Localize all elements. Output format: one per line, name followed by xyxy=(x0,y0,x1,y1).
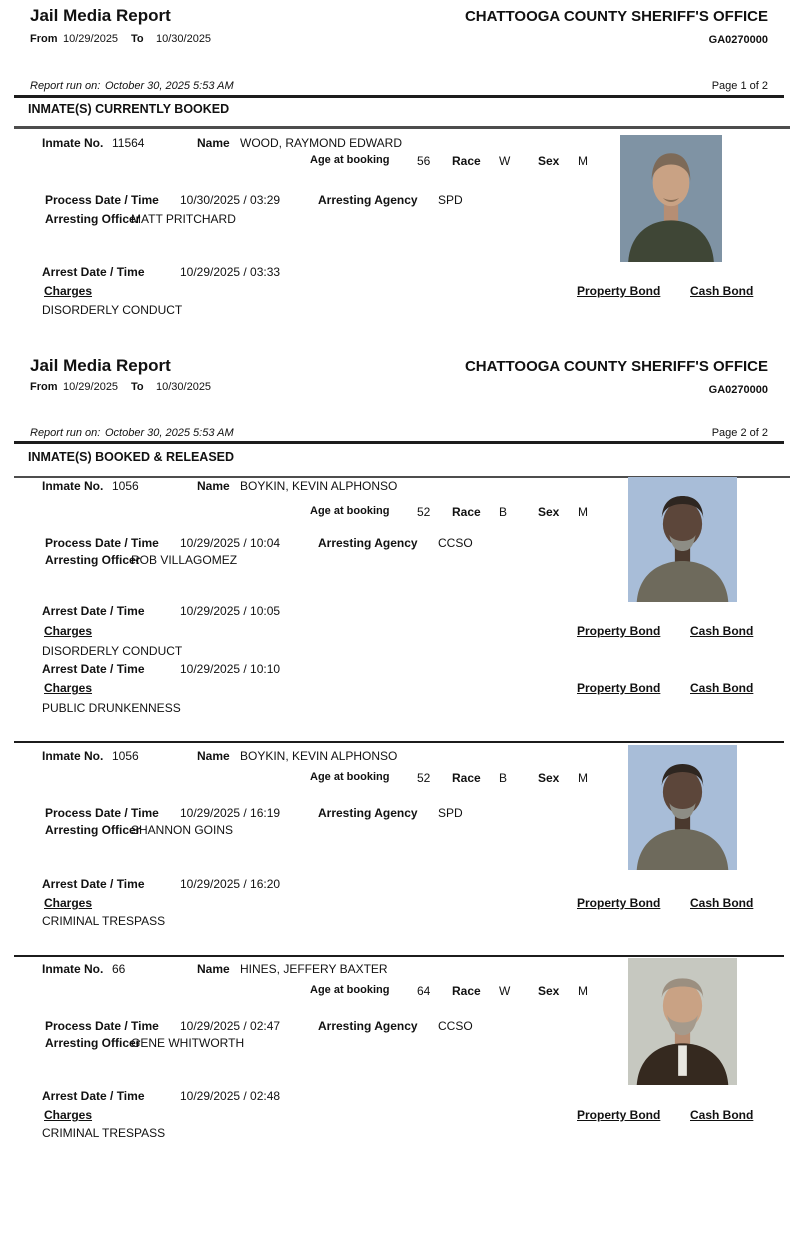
sex-label: Sex xyxy=(538,505,560,519)
page-title: Jail Media Report xyxy=(30,356,171,375)
process-datetime-value: 10/29/2025 / 02:47 xyxy=(180,1019,281,1033)
race-label: Race xyxy=(452,505,481,519)
arresting-officer-label: Arresting Officer xyxy=(45,823,141,837)
inmate-no-label: Inmate No. xyxy=(42,136,104,150)
arresting-officer-value: MATT PRITCHARD xyxy=(131,212,236,226)
arrest-datetime-label: Arrest Date / Time xyxy=(42,877,145,891)
run-on-label: Report run on: xyxy=(30,80,101,92)
property-bond-label: Property Bond xyxy=(577,896,661,910)
process-datetime-label: Process Date / Time xyxy=(45,536,159,550)
charges-header-row xyxy=(0,284,798,300)
charges-label: Charges xyxy=(44,1108,93,1122)
process-row xyxy=(0,1019,798,1035)
inmate-divider xyxy=(14,741,784,743)
arresting-agency-value: CCSO xyxy=(438,536,473,550)
charges-header-row xyxy=(0,624,798,640)
process-datetime-label: Process Date / Time xyxy=(45,1019,159,1033)
age-label: Age at booking xyxy=(310,771,390,783)
arresting-agency-label: Arresting Agency xyxy=(318,536,418,550)
arrest-row xyxy=(0,265,798,281)
charges-label: Charges xyxy=(44,624,93,638)
name-label: Name xyxy=(197,479,230,493)
arrest-row xyxy=(0,877,798,893)
charge-value: PUBLIC DRUNKENNESS xyxy=(42,701,181,715)
sex-value: M xyxy=(578,505,588,519)
arresting-agency-label: Arresting Agency xyxy=(318,806,418,820)
inmate-id-row xyxy=(0,479,798,495)
race-value: W xyxy=(499,984,511,998)
inmate-name-value: BOYKIN, KEVIN ALPHONSO xyxy=(240,749,398,763)
office-title: CHATTOOGA COUNTY SHERIFF'S OFFICE xyxy=(464,8,768,25)
cash-bond-label: Cash Bond xyxy=(690,896,754,910)
inmate-no-value: 66 xyxy=(112,962,126,976)
arrest-row xyxy=(0,1089,798,1105)
age-value: 52 xyxy=(417,505,431,519)
race-label: Race xyxy=(452,771,481,785)
section-title: INMATE(S) CURRENTLY BOOKED xyxy=(28,102,230,116)
officer-row xyxy=(0,1036,798,1052)
age-value: 56 xyxy=(417,154,431,168)
demographics-row xyxy=(0,771,798,787)
arrest-row xyxy=(0,662,798,678)
inmate-name-value: BOYKIN, KEVIN ALPHONSO xyxy=(240,479,398,493)
sex-label: Sex xyxy=(538,984,560,998)
sex-value: M xyxy=(578,771,588,785)
arresting-agency-label: Arresting Agency xyxy=(318,193,418,207)
charge-line xyxy=(0,914,798,930)
property-bond-label: Property Bond xyxy=(577,681,661,695)
property-bond-label: Property Bond xyxy=(577,284,661,298)
sex-label: Sex xyxy=(538,771,560,785)
process-datetime-value: 10/30/2025 / 03:29 xyxy=(180,193,281,207)
from-date: 10/29/2025 xyxy=(63,33,119,45)
race-label: Race xyxy=(452,154,481,168)
arresting-officer-label: Arresting Officer xyxy=(45,212,141,226)
age-label: Age at booking xyxy=(310,154,390,166)
inmate-no-label: Inmate No. xyxy=(42,962,104,976)
inmate-id-row xyxy=(0,962,798,978)
arresting-officer-label: Arresting Officer xyxy=(45,553,141,567)
inmate-id-row xyxy=(0,749,798,765)
demographics-row xyxy=(0,984,798,1000)
arresting-agency-value: SPD xyxy=(438,193,463,207)
process-datetime-label: Process Date / Time xyxy=(45,193,159,207)
from-label: From xyxy=(30,33,58,45)
arresting-officer-label: Arresting Officer xyxy=(45,1036,141,1050)
header-divider xyxy=(14,441,784,444)
charge-line xyxy=(0,644,798,660)
charges-label: Charges xyxy=(44,896,93,910)
arresting-officer-value: SHANNON GOINS xyxy=(131,823,234,837)
run-on-value: October 30, 2025 5:53 AM xyxy=(105,80,234,92)
charge-value: DISORDERLY CONDUCT xyxy=(42,303,183,317)
to-date: 10/30/2025 xyxy=(156,381,212,393)
run-on-label: Report run on: xyxy=(30,427,101,439)
process-row xyxy=(0,536,798,552)
cash-bond-label: Cash Bond xyxy=(690,624,754,638)
inmate-divider xyxy=(14,955,784,957)
header-divider xyxy=(14,95,784,98)
arrest-datetime-label: Arrest Date / Time xyxy=(42,604,145,618)
office-title: CHATTOOGA COUNTY SHERIFF'S OFFICE xyxy=(464,358,768,375)
date-range-row xyxy=(0,381,798,397)
arrest-datetime-value: 10/29/2025 / 02:48 xyxy=(180,1089,281,1103)
arresting-agency-label: Arresting Agency xyxy=(318,1019,418,1033)
date-range-row xyxy=(0,33,798,49)
agency-code: GA0270000 xyxy=(708,34,768,46)
from-date: 10/29/2025 xyxy=(63,381,119,393)
page-number: Page 1 of 2 xyxy=(711,80,768,92)
arrest-row xyxy=(0,604,798,620)
sex-label: Sex xyxy=(538,154,560,168)
inmate-name-value: HINES, JEFFERY BAXTER xyxy=(240,962,388,976)
to-label: To xyxy=(131,33,144,45)
name-label: Name xyxy=(197,136,230,150)
race-value: B xyxy=(499,771,508,785)
charge-line xyxy=(0,1126,798,1142)
officer-row xyxy=(0,212,798,228)
race-value: B xyxy=(499,505,508,519)
inmate-no-label: Inmate No. xyxy=(42,479,104,493)
inmate-no-value: 11564 xyxy=(112,136,145,150)
charges-header-row xyxy=(0,896,798,912)
officer-row xyxy=(0,823,798,839)
charge-value: CRIMINAL TRESPASS xyxy=(42,914,166,928)
charge-line xyxy=(0,701,798,717)
demographics-row xyxy=(0,505,798,521)
arrest-datetime-value: 10/29/2025 / 16:20 xyxy=(180,877,281,891)
arrest-datetime-label: Arrest Date / Time xyxy=(42,1089,145,1103)
charge-value: DISORDERLY CONDUCT xyxy=(42,644,183,658)
inmate-id-row xyxy=(0,136,798,152)
charges-header-row xyxy=(0,681,798,697)
property-bond-label: Property Bond xyxy=(577,1108,661,1122)
age-label: Age at booking xyxy=(310,505,390,517)
race-value: W xyxy=(499,154,511,168)
inmate-no-value: 1056 xyxy=(112,749,139,763)
to-label: To xyxy=(131,381,144,393)
race-label: Race xyxy=(452,984,481,998)
age-value: 64 xyxy=(417,984,431,998)
cash-bond-label: Cash Bond xyxy=(690,681,754,695)
arrest-datetime-value: 10/29/2025 / 03:33 xyxy=(180,265,281,279)
inmate-no-value: 1056 xyxy=(112,479,139,493)
to-date: 10/30/2025 xyxy=(156,33,212,45)
arrest-datetime-label: Arrest Date / Time xyxy=(42,662,145,676)
process-row xyxy=(0,193,798,209)
report-run-row xyxy=(0,80,798,96)
arresting-officer-value: GENE WHITWORTH xyxy=(131,1036,245,1050)
sex-value: M xyxy=(578,154,588,168)
process-datetime-value: 10/29/2025 / 16:19 xyxy=(180,806,281,820)
charge-value: CRIMINAL TRESPASS xyxy=(42,1126,166,1140)
arresting-agency-value: CCSO xyxy=(438,1019,473,1033)
page-title: Jail Media Report xyxy=(30,6,171,25)
process-datetime-value: 10/29/2025 / 10:04 xyxy=(180,536,281,550)
charges-header-row xyxy=(0,1108,798,1124)
charges-label: Charges xyxy=(44,284,93,298)
arresting-officer-value: ROB VILLAGOMEZ xyxy=(131,553,238,567)
cash-bond-label: Cash Bond xyxy=(690,1108,754,1122)
sex-value: M xyxy=(578,984,588,998)
age-value: 52 xyxy=(417,771,431,785)
property-bond-label: Property Bond xyxy=(577,624,661,638)
name-label: Name xyxy=(197,962,230,976)
arresting-agency-value: SPD xyxy=(438,806,463,820)
charges-label: Charges xyxy=(44,681,93,695)
process-datetime-label: Process Date / Time xyxy=(45,806,159,820)
officer-row xyxy=(0,553,798,569)
section-title: INMATE(S) BOOKED & RELEASED xyxy=(28,450,235,464)
arrest-datetime-value: 10/29/2025 / 10:10 xyxy=(180,662,281,676)
charge-line xyxy=(0,303,798,319)
section-divider xyxy=(14,126,790,129)
page-number: Page 2 of 2 xyxy=(711,427,768,439)
inmate-no-label: Inmate No. xyxy=(42,749,104,763)
arrest-datetime-value: 10/29/2025 / 10:05 xyxy=(180,604,281,618)
age-label: Age at booking xyxy=(310,984,390,996)
agency-code: GA0270000 xyxy=(708,384,768,396)
from-label: From xyxy=(30,381,58,393)
demographics-row xyxy=(0,154,798,170)
name-label: Name xyxy=(197,749,230,763)
arrest-datetime-label: Arrest Date / Time xyxy=(42,265,145,279)
inmate-name-value: WOOD, RAYMOND EDWARD xyxy=(240,136,402,150)
cash-bond-label: Cash Bond xyxy=(690,284,754,298)
run-on-value: October 30, 2025 5:53 AM xyxy=(105,427,234,439)
process-row xyxy=(0,806,798,822)
